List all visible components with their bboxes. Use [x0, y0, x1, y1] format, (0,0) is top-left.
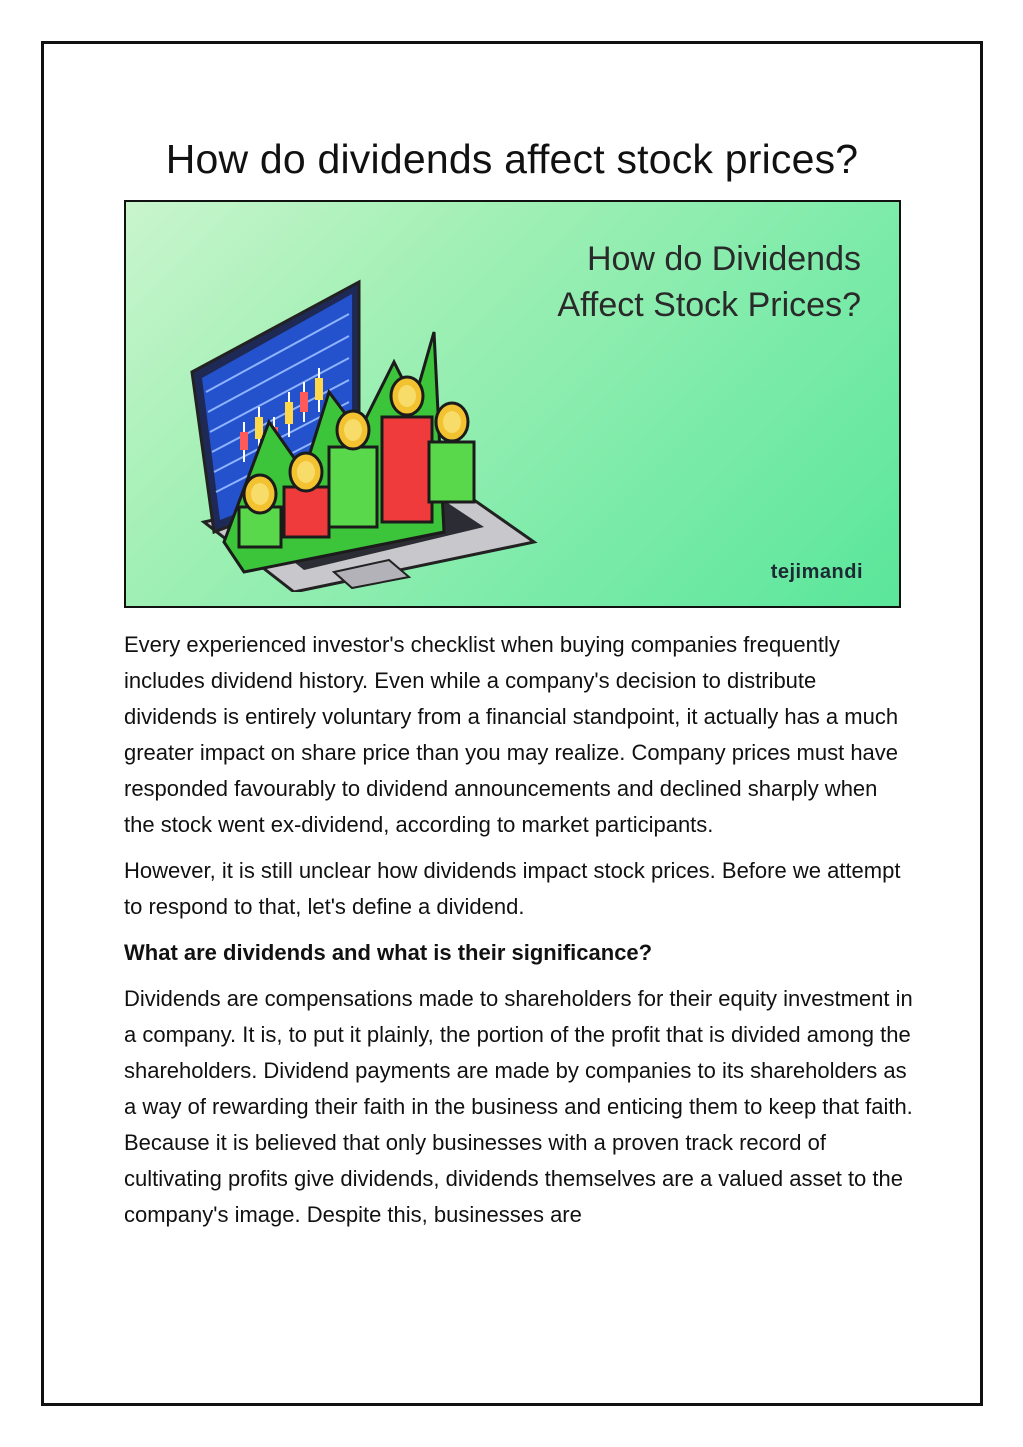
- paragraph-section: Dividends are compensations made to shareholders for their equity investment in a company. It is, to put it plainly, the portion of the profit that is divided among the shareholders. Dividend payments are made by companies to its shareholders as a way of rewarding their faith in the business and enticing them to keep that faith. Because it is believed that only businesses with a proven track record of cultivating profits give dividends, dividends themselves are a valued asset to the company's image. Despite this, businesses are: [124, 986, 913, 1227]
- article-body: [124, 627, 914, 1243]
- paragraph-intro: Every experienced investor's checklist when buying companies frequently includes dividend history. Even while a company's decision to distribute dividends is entirely voluntary from a financial standpoint, it actually has a much greater impact on share price than you may realize. Company prices must have responded favourably to dividend announcements and declined sharply when the stock went ex-dividend, according to market participants.: [124, 632, 899, 837]
- banner-title-line-2: Affect Stock Prices?: [557, 286, 861, 324]
- section-heading: What are dividends and what is their significance?: [124, 940, 653, 965]
- document-title: How do dividends affect stock prices?: [165, 136, 859, 182]
- laptop-dividend-illustration: [184, 272, 544, 592]
- page-frame: [41, 41, 983, 1406]
- hero-banner: [124, 200, 901, 608]
- paragraph-followup: However, it is still unclear how dividends impact stock prices. Before we attempt to respond to that, let's define a dividend.: [124, 858, 901, 919]
- banner-title-line-1: How do Dividends: [586, 240, 861, 278]
- banner-title: [557, 236, 861, 328]
- brand-logo: tejimandi: [770, 561, 863, 583]
